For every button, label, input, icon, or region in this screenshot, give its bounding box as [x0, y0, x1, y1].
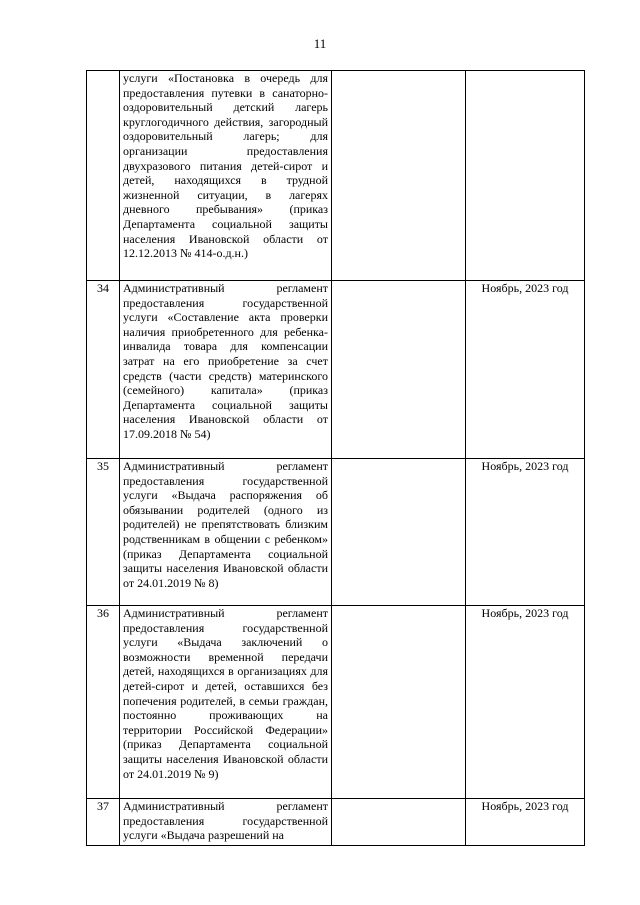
- regulations-table: [86, 70, 585, 846]
- table-row: [87, 281, 585, 459]
- empty-cell: [332, 459, 466, 606]
- deadline-cell: Ноябрь, 2023 год: [466, 799, 585, 846]
- regulation-title: Административный регламент предоставления государственной услуги «Выдача распоряжения об обязывании родителей (одного из родителей) не препятствовать близким родственникам в общении с ребенком» (приказ Департамента социальной защиты населения Ивановской области от 24.01.2019 № 8): [120, 459, 332, 606]
- regulation-title: услуги «Постановка в очередь для предоставления путевки в санаторно-оздоровительный детский лагерь круглогодичного действия, загородный оздоровительный лагерь; для организации предоставления двухразового питания детей-сирот и детей, находящихся в трудной жизненной ситуации, в лагерях дневного пребывания» (приказ Департамента социальной защиты населения Ивановской области от 12.12.2013 № 414-о.д.н.): [120, 71, 332, 281]
- row-number: 35: [87, 459, 120, 606]
- table-row: [87, 459, 585, 606]
- page-number: 11: [313, 36, 327, 51]
- regulation-title: Административный регламент предоставления государственной услуги «Выдача заключений о возможности временной передачи детей, находящихся в организациях для детей-сирот и детей, оставшихся без попечения родителей, в семьи граждан, постоянно проживающих на территории Российской Федерации» (приказ Департамента социальной защиты населения Ивановской области от 24.01.2019 № 9): [120, 606, 332, 799]
- empty-cell: [332, 71, 466, 281]
- row-number: [87, 71, 120, 281]
- regulation-title: Административный регламент предоставления государственной услуги «Составление акта проверки наличия приобретенного для ребенка-инвалида товара для компенсации затрат на его приобретение за счет средств (части средств) материнского (семейного) капитала» (приказ Департамента социальной защиты населения Ивановской области от 17.09.2018 № 54): [120, 281, 332, 459]
- deadline-cell: Ноябрь, 2023 год: [466, 606, 585, 799]
- row-number: 34: [87, 281, 120, 459]
- deadline-cell: Ноябрь, 2023 год: [466, 459, 585, 606]
- deadline-cell: Ноябрь, 2023 год: [466, 281, 585, 459]
- table-row: [87, 71, 585, 281]
- regulation-title: Административный регламент предоставления государственной услуги «Выдача разрешений на: [120, 799, 332, 846]
- empty-cell: [332, 799, 466, 846]
- empty-cell: [332, 281, 466, 459]
- deadline-cell: [466, 71, 585, 281]
- empty-cell: [332, 606, 466, 799]
- table-row: [87, 799, 585, 846]
- row-number: 36: [87, 606, 120, 799]
- row-number: 37: [87, 799, 120, 846]
- table-row: [87, 606, 585, 799]
